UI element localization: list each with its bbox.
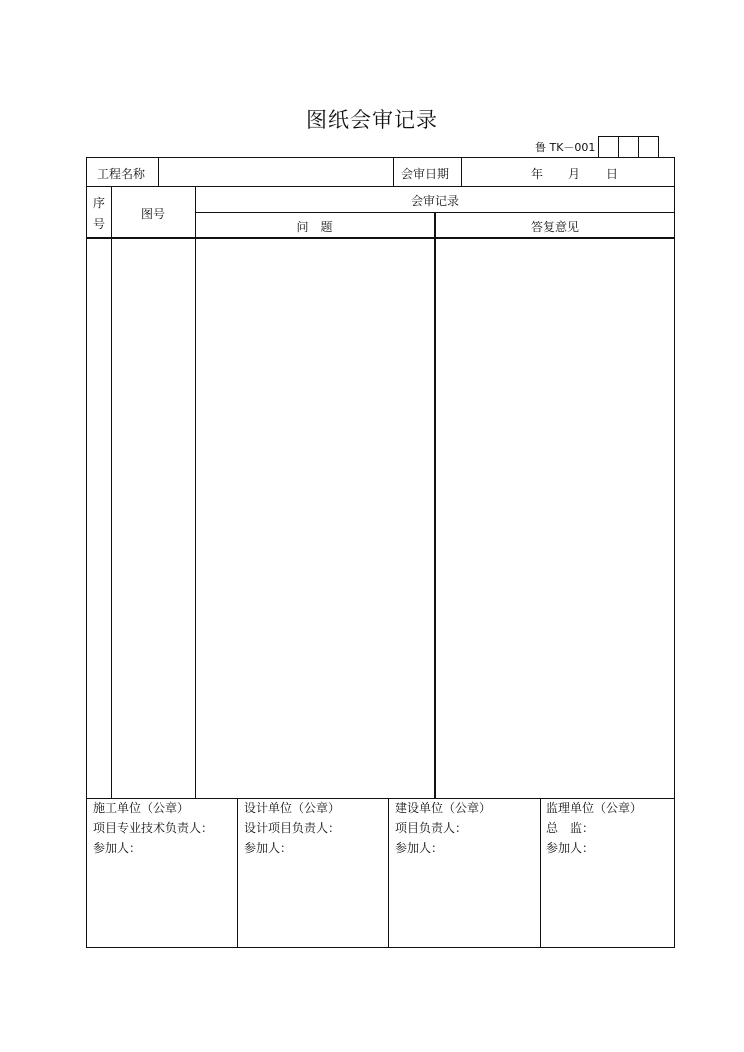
year-label: 年 <box>531 167 544 181</box>
code-box <box>599 137 618 158</box>
date-label-left-divider <box>393 157 394 186</box>
signature-participants: 参加人： <box>546 841 595 855</box>
signature-block-supervision <box>546 798 642 858</box>
date-label-right-divider <box>461 157 462 186</box>
table-bottom-border <box>86 947 675 948</box>
drawing-column-divider <box>195 186 196 798</box>
signature-divider-2 <box>388 798 389 947</box>
signature-divider-3 <box>540 798 541 947</box>
signature-line: 项目专业技术负责人： <box>93 821 214 835</box>
review-date-label: 会审日期 <box>401 167 450 181</box>
form-title: 图纸会审记录 <box>306 108 438 132</box>
seq-header-top: 序 <box>93 196 106 210</box>
signature-unit: 施工单位（公章） <box>93 801 190 815</box>
signature-divider-1 <box>237 798 238 947</box>
code-box <box>618 137 638 158</box>
issue-reply-divider <box>434 212 436 798</box>
signature-unit: 设计单位（公章） <box>244 801 341 815</box>
form-code: 鲁 TK－001 <box>535 141 596 154</box>
reply-header: 答复意见 <box>530 220 579 234</box>
project-name-label: 工程名称 <box>97 167 146 181</box>
signature-line: 项目负责人： <box>395 821 468 835</box>
project-label-divider <box>158 157 159 186</box>
signature-participants: 参加人： <box>395 841 444 855</box>
month-label: 月 <box>568 167 581 181</box>
code-box <box>638 137 658 158</box>
signature-block-design <box>244 798 340 858</box>
signature-block-owner <box>395 798 491 858</box>
table-left-border <box>86 157 87 948</box>
signature-unit: 建设单位（公章） <box>395 801 492 815</box>
form-code-boxes <box>598 136 659 158</box>
signature-participants: 参加人： <box>93 841 142 855</box>
project-name-field[interactable] <box>165 165 387 181</box>
signature-block-construction <box>93 798 213 858</box>
seq-header-bottom: 号 <box>93 217 106 231</box>
table-right-border <box>674 157 675 948</box>
seq-column-divider <box>111 186 112 798</box>
signature-participants: 参加人： <box>244 841 293 855</box>
header-row-divider <box>86 186 675 187</box>
signature-line: 设计项目负责人： <box>244 821 341 835</box>
table-top-border <box>86 157 675 158</box>
day-label: 日 <box>606 167 619 181</box>
issue-header: 问 题 <box>296 220 333 234</box>
signature-line: 总 监： <box>546 821 595 835</box>
drawing-no-header: 图号 <box>141 207 166 221</box>
column-header-bottom <box>86 237 675 239</box>
review-record-header: 会审记录 <box>410 194 459 208</box>
signature-unit: 监理单位（公章） <box>546 801 643 815</box>
